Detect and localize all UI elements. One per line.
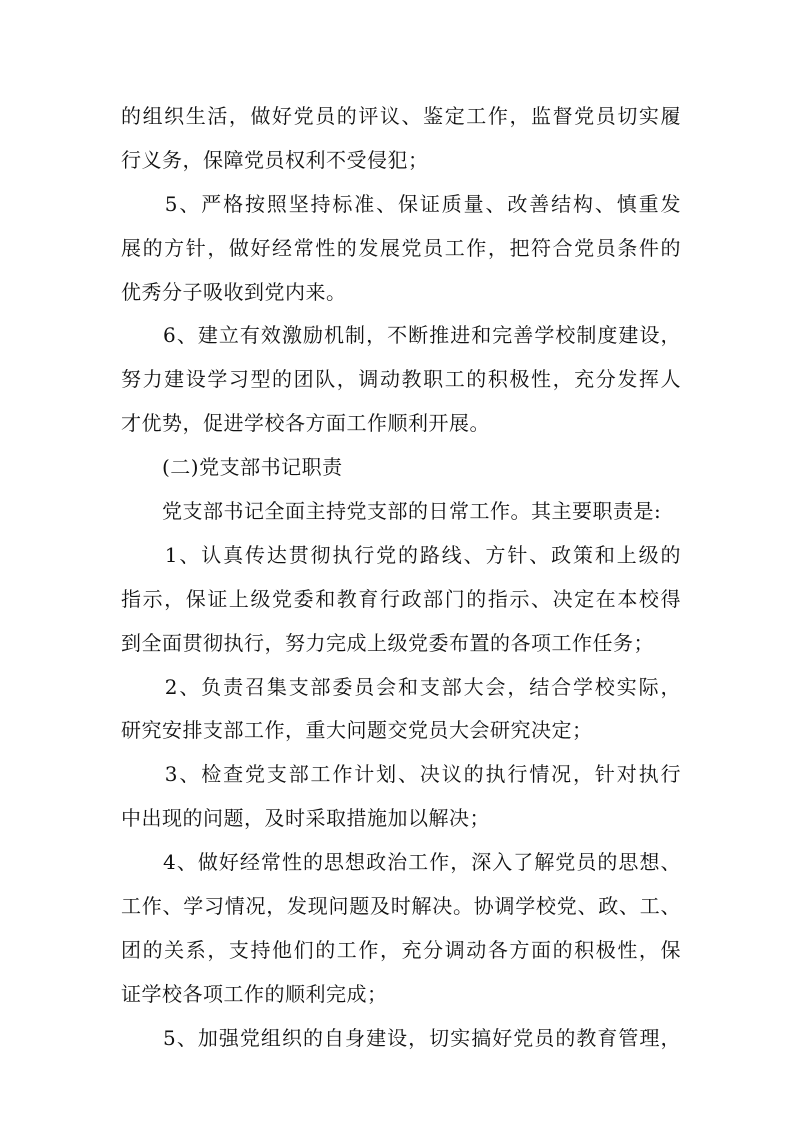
body-text [121, 95, 681, 1061]
text-line: 努力建设学习型的团队，调动教职工的积极性，充分发挥人 [121, 367, 681, 392]
text-line: 党支部书记全面主持党支部的日常工作。其主要职责是: [121, 499, 662, 524]
text-line: 才优势，促进学校各方面工作顺利开展。 [121, 411, 490, 436]
text-line: 优秀分子吸收到党内来。 [121, 279, 347, 304]
text-line: 到全面贯彻执行，努力完成上级党委布置的各项工作任务； [121, 630, 654, 655]
text-line: 中出现的问题，及时采取措施加以解决； [121, 806, 490, 831]
text-line: 5、严格按照坚持标准、保证质量、改善结构、慎重发 [121, 191, 681, 216]
text-line: 6、建立有效激励机制，不断推进和完善学校制度建设， [121, 323, 681, 348]
text-line: 1、认真传达贯彻执行党的路线、方针、政策和上级的 [121, 542, 681, 567]
text-line: 3、检查党支部工作计划、决议的执行情况，针对执行 [121, 762, 681, 787]
section-heading: (二)党支部书记职责 [121, 455, 343, 480]
text-line: 工作、学习情况，发现问题及时解决。协调学校党、政、工、 [121, 894, 681, 919]
text-line: 展的方针，做好经常性的发展党员工作，把符合党员条件的 [121, 235, 681, 260]
text-line: 的组织生活，做好党员的评议、鉴定工作，监督党员切实履 [121, 104, 681, 128]
text-line: 5、加强党组织的自身建设，切实搞好党员的教育管理， [121, 1025, 681, 1050]
text-line: 研究安排支部工作，重大问题交党员大会研究决定； [121, 718, 593, 743]
text-line: 团的关系，支持他们的工作，充分调动各方面的积极性，保 [121, 937, 681, 962]
text-line: 指示，保证上级党委和教育行政部门的指示、决定在本校得 [121, 586, 681, 611]
text-line: 2、负责召集支部委员会和支部大会，结合学校实际， [121, 674, 681, 699]
text-line: 行义务，保障党员权利不受侵犯； [121, 147, 429, 172]
text-line: 4、做好经常性的思想政治工作，深入了解党员的思想、 [121, 850, 681, 875]
text-line: 证学校各项工作的顺利完成； [121, 981, 388, 1006]
